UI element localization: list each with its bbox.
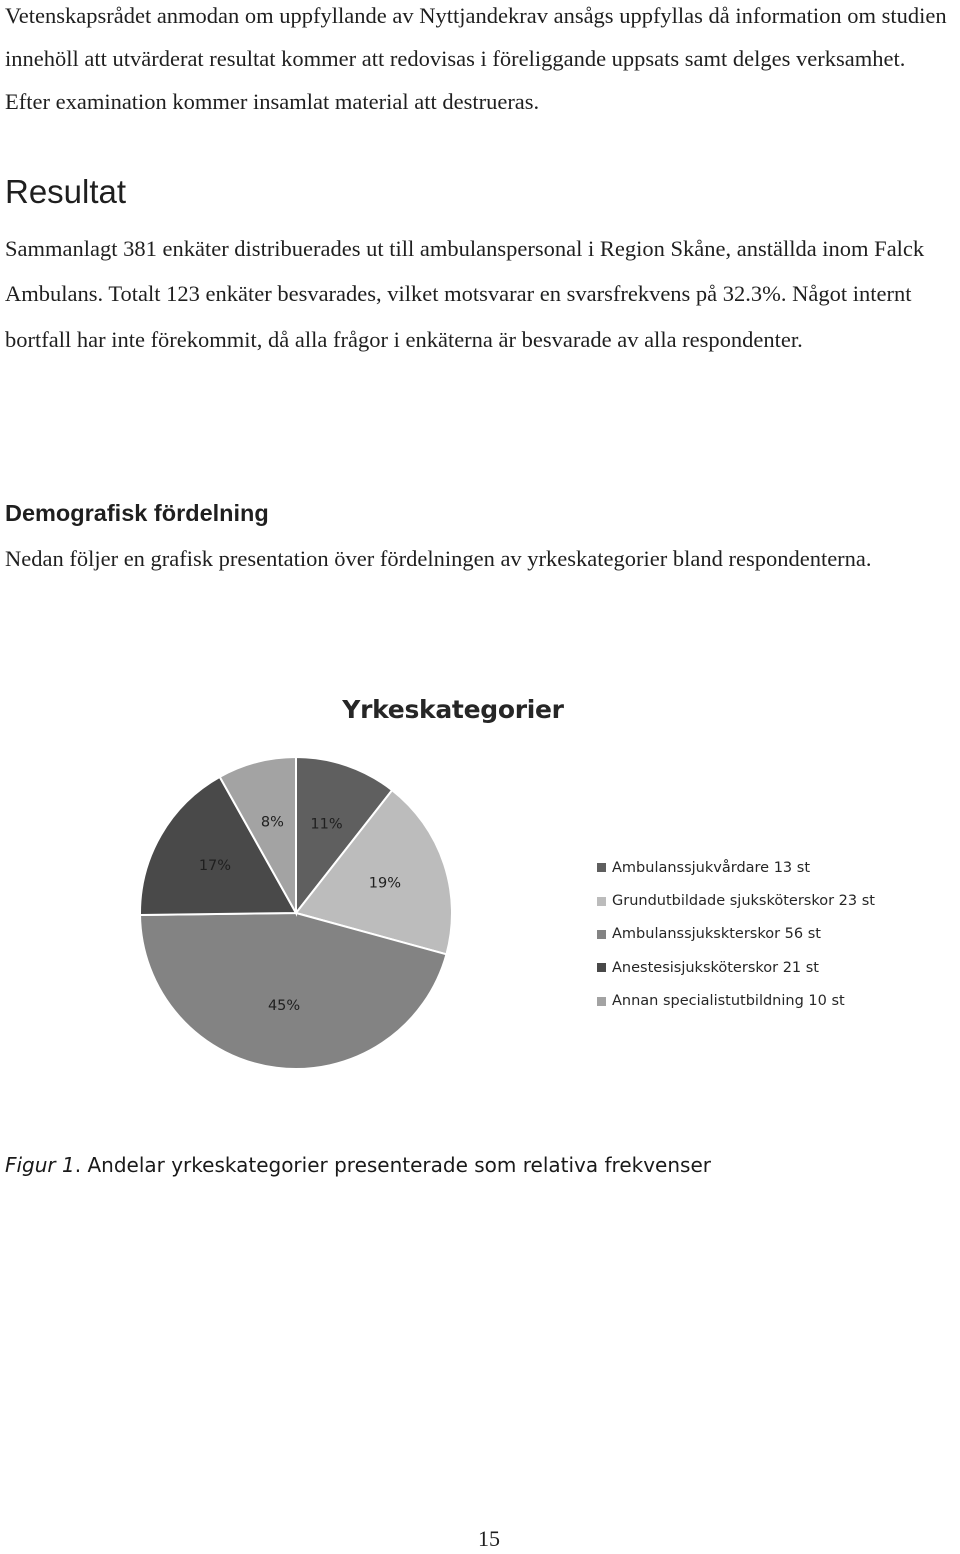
- legend-item-3: [597, 918, 875, 951]
- section-heading-resultat: Resultat: [5, 173, 127, 210]
- chart-legend: [597, 851, 875, 1018]
- legend-label-5: Annan specialistutbildning 10 st: [612, 993, 845, 1010]
- pie-data-label-2: 19%: [368, 875, 401, 892]
- pie-data-label-1: 11%: [310, 816, 343, 833]
- legend-label-1: Ambulanssjukvårdare 13 st: [612, 859, 811, 876]
- resultat-paragraph: Sammanlagt 381 enkäter distribuerades ut till ambulanspersonal i Region Skåne, anställda inom Falck Ambulans. Totalt 123 enkäter besvarades, vilket motsvarar en svarsfrekvens på 32.3%. Något internt bortfall har inte förekommit, då alla frågor i enkäterna är besvarade av alla respondenter.: [5, 236, 925, 352]
- legend-swatch-4: [597, 963, 606, 972]
- legend-label-3: Ambulanssjukskterskor 56 st: [612, 926, 821, 943]
- legend-swatch-3: [597, 930, 606, 939]
- legend-label-2: Grundutbildade sjuksköterskor 23 st: [612, 893, 875, 910]
- legend-item-4: [597, 951, 875, 984]
- pie-data-label-4: 17%: [198, 858, 232, 875]
- legend-swatch-1: [597, 863, 606, 872]
- legend-swatch-2: [597, 897, 606, 906]
- demografi-paragraph: Nedan följer en grafisk presentation över fördelningen av yrkeskategorier bland respondenterna.: [5, 546, 872, 571]
- figure-caption-text: . Andelar yrkeskategorier presenterade som relativa frekvenser: [74, 1153, 711, 1177]
- legend-swatch-5: [597, 997, 606, 1006]
- page-number: 15: [478, 1526, 500, 1551]
- figure-caption-label: Figur 1: [5, 1153, 75, 1177]
- section-heading-demografisk-fordelning: Demografisk fördelning: [5, 500, 269, 526]
- pie-data-label-5: 8%: [260, 814, 284, 831]
- legend-item-2: [597, 884, 875, 917]
- intro-paragraph: Vetenskapsrådet anmodan om uppfyllande av Nyttjandekrav ansågs uppfyllas då information om studien innehöll att utvärderat resultat kommer att redovisas i föreliggande uppsats samt delges verksamhet. Efter examination kommer insamlat material att destrueras.: [5, 3, 947, 114]
- chart-title: Yrkeskategorier: [342, 695, 564, 724]
- legend-item-1: [597, 851, 875, 884]
- pie-chart-yrkeskategorier: [0, 680, 960, 1110]
- legend-item-5: [597, 985, 875, 1018]
- pie-data-label-3: 45%: [267, 997, 301, 1014]
- legend-label-4: Anestesisjuksköterskor 21 st: [612, 959, 819, 976]
- figure-caption: [5, 1148, 711, 1182]
